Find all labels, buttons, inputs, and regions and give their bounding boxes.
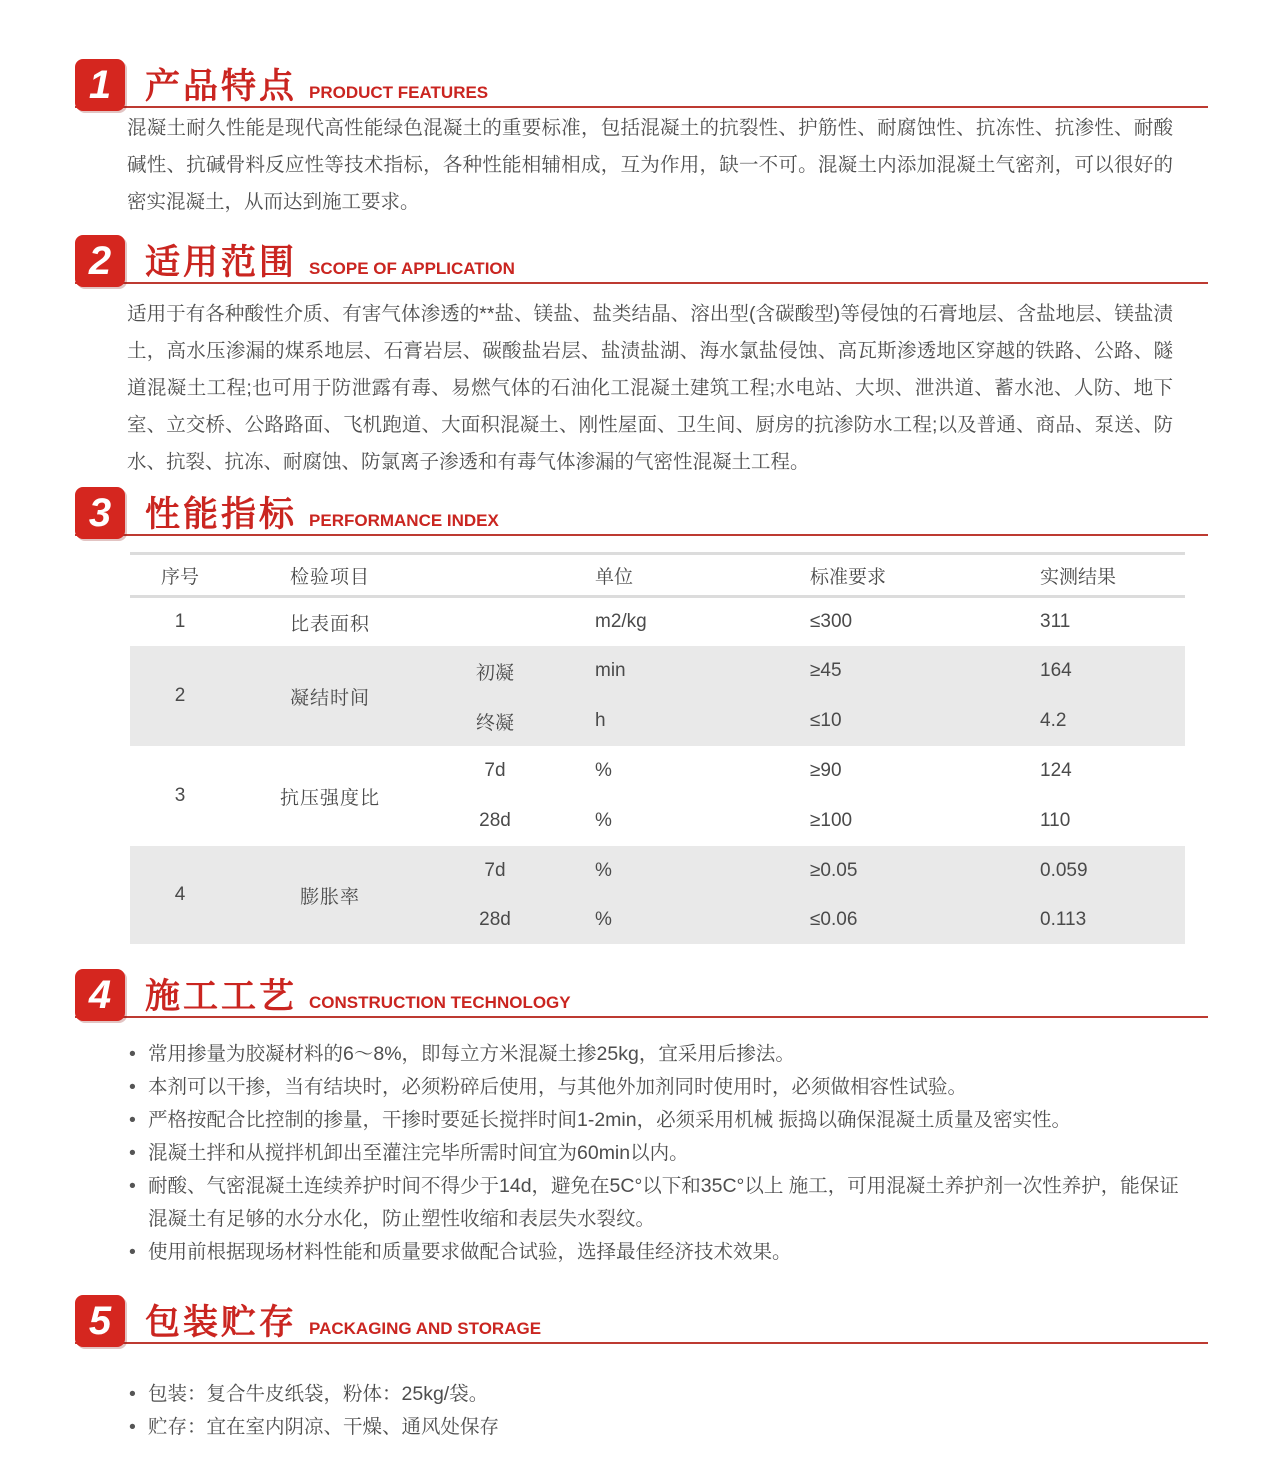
section-3-title-en: PERFORMANCE INDEX: [309, 511, 499, 530]
row-standard: ≥90: [810, 760, 842, 781]
row-unit: h: [595, 710, 606, 731]
list-item: • 混凝土拌和从搅拌机卸出至灌注完毕所需时间宜为60min以内。: [127, 1137, 1187, 1170]
table-row-1: [130, 598, 1185, 646]
row-standard: ≤0.06: [810, 908, 858, 930]
section-1-title-en: PRODUCT FEATURES: [309, 83, 489, 102]
row-result: 4.2: [1040, 710, 1067, 731]
row-subitem: 7d: [484, 859, 506, 881]
list-item: • 本剂可以干掺，当有结块时，必须粉碎后使用，与其他外加剂同时使用时，必须做相容性试验。: [127, 1071, 1187, 1104]
section-2-title-en: SCOPE OF APPLICATION: [309, 259, 515, 278]
section-5-title-zh: 包装贮存: [145, 1303, 298, 1342]
section-1-paragraph: 混凝土耐久性能是现代高性能绿色混凝土的重要标准，包括混凝土的抗裂性、护筋性、耐腐蚀性、抗冻性、抗渗性、耐酸碱性、抗碱骨料反应性等技术指标，各种性能相辅相成，互为作用，缺一不可。混凝土内添加混凝土气密剂，可以很好的密实混凝土，从而达到施工要求。: [127, 117, 1173, 213]
section-2-paragraph: 适用于有各种酸性介质、有害气体渗透的**盐、镁盐、盐类结晶、溶出型(含碳酸型)等侵蚀的石膏地层、含盐地层、镁盐渍土，高水压渗漏的煤系地层、石膏岩层、碳酸盐岩层、盐渍盐湖、海水氯盐侵蚀、高瓦斯渗透地区穿越的铁路、公路、隧道混凝土工程;也可用于防泄露有毒、易燃气体的石油化工混凝土建筑工程;水电站、大坝、泄洪道、蓄水池、人防、地下室、立交桥、公路路面、飞机跑道、大面积混凝土、刚性屋面、卫生间、厨房的抗渗防水工程;以及普通、商品、泵送、防水、抗裂、抗冻、耐腐蚀、防氯离子渗透和有毒气体渗漏的气密性混凝土工程。: [127, 303, 1173, 473]
section-2-title-zh: 适用范围: [145, 243, 298, 282]
section-5-number-badge: 5: [75, 1295, 125, 1347]
row-item: 凝结时间: [289, 687, 370, 709]
row-unit: min: [595, 660, 626, 681]
row-item: 抗压强度比: [279, 787, 380, 809]
row-standard: ≤10: [810, 710, 842, 731]
row-unit: %: [595, 859, 612, 881]
row-unit: %: [595, 760, 612, 781]
row-result: 164: [1040, 660, 1072, 681]
section-4-header: [75, 962, 1208, 1018]
row-unit: m2/kg: [595, 611, 647, 632]
row-standard: ≥45: [810, 660, 842, 681]
row-no: 1: [174, 611, 186, 632]
row-result: 311: [1040, 611, 1071, 632]
section-1-title-zh: 产品特点: [145, 67, 298, 106]
section-4-number-badge: 4: [75, 969, 125, 1021]
section-5-title-en: PACKAGING AND STORAGE: [309, 1319, 542, 1338]
col-header-no: 序号: [160, 566, 199, 588]
row-subitem: 7d: [484, 760, 506, 781]
row-standard: ≥0.05: [810, 859, 858, 881]
packaging-storage-list: [127, 1378, 1187, 1444]
row-no: 4: [174, 884, 186, 905]
section-2-header: [75, 228, 1208, 284]
row-result: 110: [1040, 810, 1071, 831]
list-item: • 贮存：宜在室内阴凉、干燥、通风处保存: [127, 1411, 1187, 1444]
row-subitem: 28d: [479, 908, 511, 930]
row-result: 124: [1040, 760, 1072, 781]
col-header-unit: 单位: [595, 566, 634, 588]
col-header-standard: 标准要求: [810, 566, 887, 588]
performance-index-table: [130, 552, 1185, 944]
col-header-result: 实测结果: [1040, 566, 1117, 588]
list-item: • 常用掺量为胶凝材料的6～8%，即每立方米混凝土掺25kg，宜采用后掺法。: [127, 1038, 1187, 1071]
row-standard: ≥100: [810, 810, 853, 831]
list-item: • 包装：复合牛皮纸袋，粉体：25kg/袋。: [127, 1378, 1187, 1411]
row-standard: ≤300: [810, 611, 853, 632]
row-item: 比表面积: [289, 613, 370, 635]
section-1-number-badge: 1: [75, 59, 125, 111]
list-item: • 耐酸、气密混凝土连续养护时间不得少于14d，避免在5C°以下和35C°以上 施工，可用混凝土养护剂一次性养护，能保证混凝土有足够的水分水化，防止塑性收缩和表层失水裂纹。: [127, 1170, 1187, 1236]
row-subitem: 初凝: [475, 662, 514, 684]
section-5-header: [75, 1288, 1208, 1344]
section-2-number-badge: 2: [75, 235, 125, 287]
section-3-title-zh: 性能指标: [145, 495, 298, 534]
table-header-row: [130, 552, 1185, 598]
row-unit: %: [595, 908, 612, 930]
row-unit: %: [595, 810, 612, 831]
section-1-header: [75, 52, 1208, 108]
list-item: • 使用前根据现场材料性能和质量要求做配合试验，选择最佳经济技术效果。: [127, 1236, 1187, 1269]
section-3-header: [75, 480, 1208, 536]
row-no: 2: [174, 685, 186, 706]
row-item: 膨胀率: [299, 886, 360, 908]
row-no: 3: [174, 785, 186, 806]
table-row-3: [130, 746, 1185, 846]
construction-technology-list: [127, 1038, 1187, 1269]
section-3-number-badge: 3: [75, 487, 125, 539]
col-header-item: 检验项目: [289, 566, 370, 588]
section-4-title-en: CONSTRUCTION TECHNOLOGY: [309, 993, 571, 1012]
table-row-4: [130, 846, 1185, 944]
section-4-title-zh: 施工工艺: [145, 977, 298, 1016]
row-result: 0.113: [1040, 908, 1087, 930]
row-subitem: 28d: [479, 810, 511, 831]
table-row-2: [130, 646, 1185, 746]
list-item: • 严格按配合比控制的掺量，干掺时要延长搅拌时间1-2min，必须采用机械 振捣以确保混凝土质量及密实性。: [127, 1104, 1187, 1137]
row-subitem: 终凝: [475, 712, 514, 734]
row-result: 0.059: [1040, 859, 1088, 881]
